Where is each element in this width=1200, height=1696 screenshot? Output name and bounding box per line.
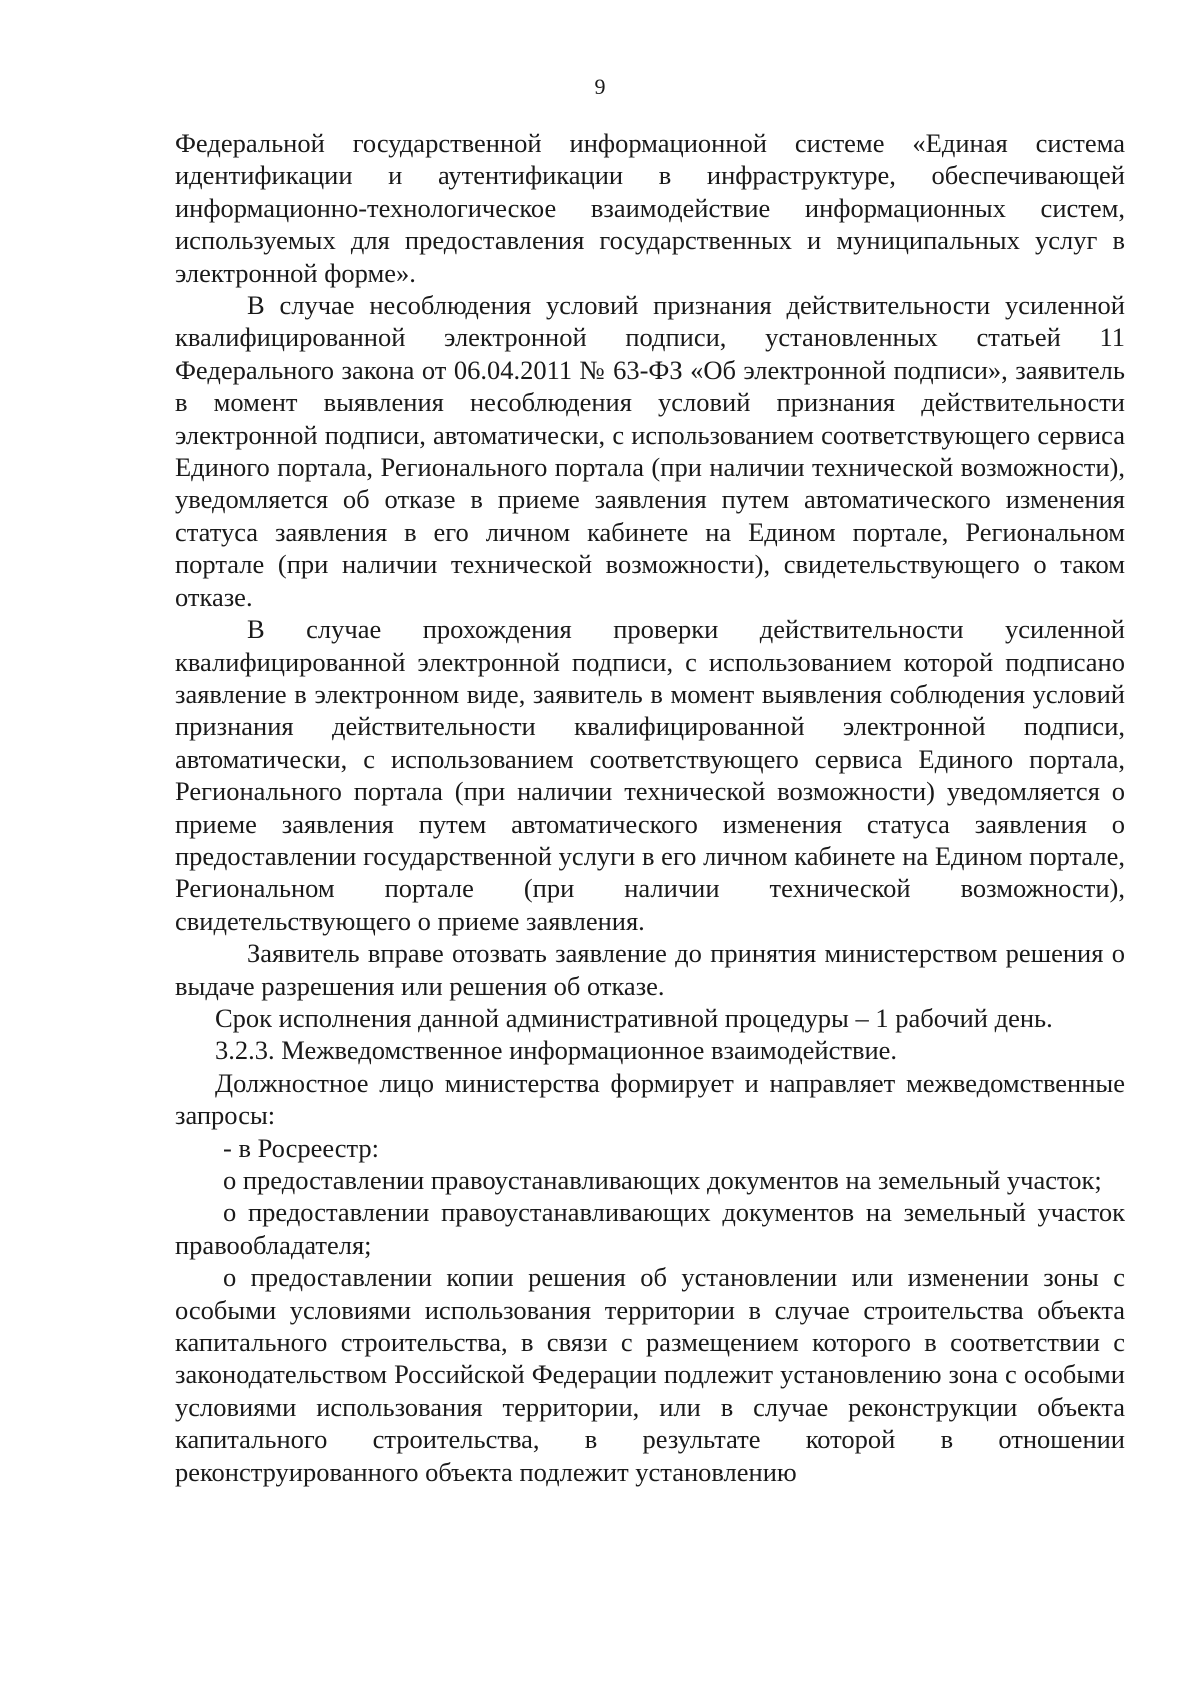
document-body (175, 127, 1125, 1488)
list-item-2: о предоставлении правоустанавливающих документов на земельный участок правообладателя; (175, 1197, 1125, 1260)
paragraph-1: Федеральной государственной информационной системе «Единая система идентификации и аутентификации в инфраструктуре, обеспечивающей информационно-технологическое взаимодействие информационных систем, используемых для предоставления государственных и муниципальных услуг в электронной форме». (175, 128, 1125, 288)
paragraph-4: Заявитель вправе отозвать заявление до принятия министерством решения о выдаче разрешения или решения об отказе. (175, 938, 1125, 1001)
list-item-3: о предоставлении копии решения об установлении или изменении зоны с особыми условиями использования территории в случае строительства объекта капитального строительства, в связи с размещением которого в соответствии с законодательством Российской Федерации подлежит установлению зона с особыми условиями использования территории, или в случае реконструкции объекта капитального строительства, в результате которой в отношении реконструированного объекта подлежит установлению (175, 1262, 1125, 1487)
paragraph-3: В случае прохождения проверки действительности усиленной квалифицированной электронной подписи, с использованием которой подписано заявление в электронном виде, заявитель в момент выявления соблюдения условий признания действительности квалифицированной электронной подписи, автоматически, с использованием соответствующего сервиса Единого портала, Регионального портала (при наличии технической возможности) уведомляется о приеме заявления путем автоматического изменения статуса заявления о предоставлении государственной услуги в его личном кабинете на Едином портале, Региональном портале (при наличии технической возможности), свидетельствующего о приеме заявления. (175, 614, 1125, 936)
list-item-1: о предоставлении правоустанавливающих документов на земельный участок; (223, 1165, 1102, 1195)
section-heading-3-2-3: 3.2.3. Межведомственное информационное взаимодействие. (215, 1035, 898, 1066)
page-number: 9 (594, 74, 606, 99)
paragraph-5: Срок исполнения данной административной процедуры – 1 рабочий день. (215, 1002, 1053, 1033)
list-item-rosreestr: - в Росреестр: (223, 1132, 380, 1163)
paragraph-2: В случае несоблюдения условий признания действительности усиленной квалифицированной электронной подписи, установленных статьей 11 Федерального закона от 06.04.2011 № 63-ФЗ «Об электронной подписи», заявитель в момент выявления несоблюдения условий признания действительности электронной подписи, автоматически, с использованием соответствующего сервиса Единого портала, Регионального портала (при наличии технической возможности), уведомляется об отказе в приеме заявления путем автоматического изменения статуса заявления в его личном кабинете на Едином портале, Региональном портале (при наличии технической возможности), свидетельствующего о таком отказе. (175, 290, 1125, 612)
paragraph-6: Должностное лицо министерства формирует и направляет межведомственные запросы: (175, 1067, 1125, 1131)
